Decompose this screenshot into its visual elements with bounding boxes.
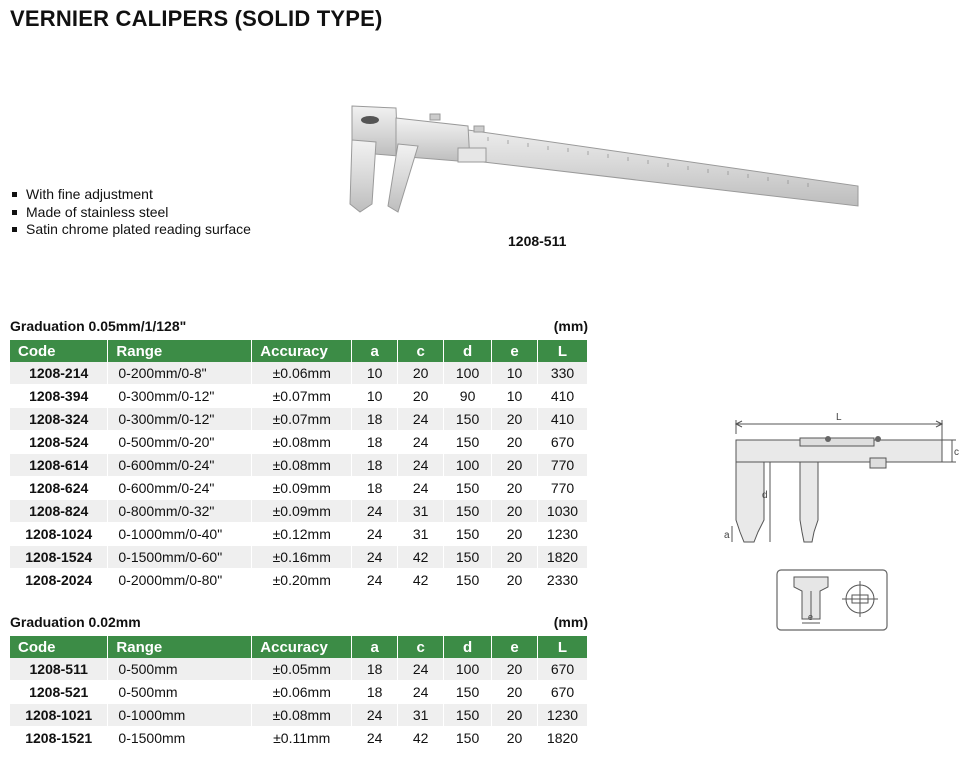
table-row <box>10 454 588 477</box>
cell-accuracy: ±0.07mm <box>252 385 352 408</box>
table-row <box>10 546 588 569</box>
cell-range: 0-300mm/0-12" <box>108 385 252 408</box>
cell-e: 20 <box>492 658 538 681</box>
cell-e: 20 <box>492 477 538 500</box>
cell-range: 0-500mm/0-20" <box>108 431 252 454</box>
col-header: a <box>352 636 398 658</box>
cell-d: 150 <box>444 681 492 704</box>
cell-code: 1208-614 <box>10 454 108 477</box>
table-row <box>10 385 588 408</box>
feature-list <box>10 186 251 239</box>
cell-e: 20 <box>492 727 538 750</box>
col-header: a <box>352 340 398 362</box>
cell-range: 0-600mm/0-24" <box>108 454 252 477</box>
table-row <box>10 362 588 385</box>
col-header: e <box>492 636 538 658</box>
cell-accuracy: ±0.08mm <box>252 431 352 454</box>
caliper-photo <box>338 100 868 220</box>
cell-code: 1208-511 <box>10 658 108 681</box>
table-row <box>10 569 588 592</box>
feature-item: With fine adjustment <box>10 186 251 204</box>
cell-accuracy: ±0.07mm <box>252 408 352 431</box>
cell-e: 20 <box>492 569 538 592</box>
photo-caption: 1208-511 <box>508 233 567 249</box>
cell-code: 1208-324 <box>10 408 108 431</box>
cell-e: 20 <box>492 523 538 546</box>
cell-range: 0-1500mm <box>108 727 252 750</box>
col-header: Range <box>108 636 252 658</box>
cell-accuracy: ±0.16mm <box>252 546 352 569</box>
feature-item: Made of stainless steel <box>10 204 251 222</box>
cell-c: 31 <box>398 523 444 546</box>
table-row <box>10 500 588 523</box>
cell-e: 20 <box>492 704 538 727</box>
cell-code: 1208-394 <box>10 385 108 408</box>
cell-accuracy: ±0.08mm <box>252 454 352 477</box>
cell-a: 24 <box>352 704 398 727</box>
jaw-detail-inset <box>776 569 888 631</box>
cell-e: 20 <box>492 546 538 569</box>
cell-d: 90 <box>444 385 492 408</box>
cell-d: 150 <box>444 546 492 569</box>
cell-accuracy: ±0.20mm <box>252 569 352 592</box>
spec-table-1 <box>10 340 588 592</box>
col-header: c <box>398 636 444 658</box>
cell-e: 10 <box>492 385 538 408</box>
cell-d: 150 <box>444 704 492 727</box>
cell-range: 0-1500mm/0-60" <box>108 546 252 569</box>
col-header: L <box>537 636 587 658</box>
cell-code: 1208-1021 <box>10 704 108 727</box>
cell-range: 0-2000mm/0-80" <box>108 569 252 592</box>
cell-code: 1208-1024 <box>10 523 108 546</box>
cell-L: 1820 <box>537 546 587 569</box>
cell-c: 24 <box>398 408 444 431</box>
cell-c: 42 <box>398 569 444 592</box>
col-header: d <box>444 340 492 362</box>
cell-c: 24 <box>398 477 444 500</box>
cell-code: 1208-524 <box>10 431 108 454</box>
cell-L: 770 <box>537 477 587 500</box>
table2-heading: Graduation 0.02mm <box>10 614 141 630</box>
cell-L: 670 <box>537 681 587 704</box>
dim-label-c: c <box>954 447 959 458</box>
cell-a: 10 <box>352 362 398 385</box>
cell-L: 770 <box>537 454 587 477</box>
cell-c: 20 <box>398 385 444 408</box>
cell-e: 20 <box>492 431 538 454</box>
col-header: Range <box>108 340 252 362</box>
cell-a: 24 <box>352 523 398 546</box>
cell-code: 1208-624 <box>10 477 108 500</box>
dim-label-e: e <box>808 612 814 622</box>
cell-range: 0-800mm/0-32" <box>108 500 252 523</box>
cell-L: 410 <box>537 385 587 408</box>
cell-L: 1030 <box>537 500 587 523</box>
cell-d: 100 <box>444 454 492 477</box>
dim-label-d: d <box>762 490 768 501</box>
cell-accuracy: ±0.08mm <box>252 704 352 727</box>
table1-heading: Graduation 0.05mm/1/128" <box>10 318 187 334</box>
cell-code: 1208-1521 <box>10 727 108 750</box>
cell-accuracy: ±0.12mm <box>252 523 352 546</box>
cell-code: 1208-521 <box>10 681 108 704</box>
cell-a: 18 <box>352 658 398 681</box>
cell-L: 1820 <box>537 727 587 750</box>
cell-d: 100 <box>444 362 492 385</box>
cell-range: 0-600mm/0-24" <box>108 477 252 500</box>
col-header: d <box>444 636 492 658</box>
cell-a: 18 <box>352 408 398 431</box>
cell-a: 24 <box>352 569 398 592</box>
cell-accuracy: ±0.09mm <box>252 500 352 523</box>
cell-L: 410 <box>537 408 587 431</box>
table2-unit: (mm) <box>553 614 588 630</box>
cell-c: 24 <box>398 431 444 454</box>
cell-range: 0-1000mm <box>108 704 252 727</box>
cell-d: 150 <box>444 523 492 546</box>
cell-code: 1208-214 <box>10 362 108 385</box>
feature-item: Satin chrome plated reading surface <box>10 221 251 239</box>
cell-L: 670 <box>537 658 587 681</box>
bullet-icon <box>12 227 17 232</box>
cell-a: 10 <box>352 385 398 408</box>
cell-range: 0-300mm/0-12" <box>108 408 252 431</box>
table-header-row <box>10 636 588 658</box>
cell-d: 150 <box>444 431 492 454</box>
bullet-icon <box>12 192 17 197</box>
page-title: VERNIER CALIPERS (SOLID TYPE) <box>10 6 383 31</box>
cell-range: 0-500mm <box>108 658 252 681</box>
cell-accuracy: ±0.06mm <box>252 362 352 385</box>
col-header: L <box>537 340 587 362</box>
cell-c: 24 <box>398 658 444 681</box>
cell-e: 20 <box>492 500 538 523</box>
cell-accuracy: ±0.11mm <box>252 727 352 750</box>
cell-code: 1208-824 <box>10 500 108 523</box>
cell-e: 20 <box>492 408 538 431</box>
cell-c: 24 <box>398 681 444 704</box>
cell-a: 18 <box>352 431 398 454</box>
cell-d: 150 <box>444 500 492 523</box>
dim-label-L: L <box>836 412 842 423</box>
cell-d: 150 <box>444 477 492 500</box>
cell-d: 150 <box>444 569 492 592</box>
spec-table-2 <box>10 636 588 750</box>
cell-c: 31 <box>398 500 444 523</box>
table-row <box>10 408 588 431</box>
cell-accuracy: ±0.05mm <box>252 658 352 681</box>
col-header: Accuracy <box>252 636 352 658</box>
table-header-row <box>10 340 588 362</box>
cell-a: 24 <box>352 546 398 569</box>
col-header: e <box>492 340 538 362</box>
table-row <box>10 477 588 500</box>
table-row <box>10 704 588 727</box>
cell-code: 1208-2024 <box>10 569 108 592</box>
cell-a: 18 <box>352 477 398 500</box>
cell-c: 24 <box>398 454 444 477</box>
col-header: Accuracy <box>252 340 352 362</box>
cell-L: 330 <box>537 362 587 385</box>
cell-a: 24 <box>352 727 398 750</box>
table-row <box>10 431 588 454</box>
cell-range: 0-200mm/0-8" <box>108 362 252 385</box>
cell-accuracy: ±0.09mm <box>252 477 352 500</box>
table-row <box>10 658 588 681</box>
cell-e: 20 <box>492 681 538 704</box>
cell-L: 670 <box>537 431 587 454</box>
cell-L: 1230 <box>537 704 587 727</box>
cell-d: 150 <box>444 408 492 431</box>
cell-c: 31 <box>398 704 444 727</box>
col-header: Code <box>10 340 108 362</box>
bullet-icon <box>12 210 17 215</box>
cell-L: 1230 <box>537 523 587 546</box>
cell-c: 42 <box>398 546 444 569</box>
cell-a: 24 <box>352 500 398 523</box>
col-header: c <box>398 340 444 362</box>
cell-c: 20 <box>398 362 444 385</box>
cell-e: 10 <box>492 362 538 385</box>
table-row <box>10 681 588 704</box>
table-row <box>10 523 588 546</box>
dimension-diagram <box>724 408 964 553</box>
col-header: Code <box>10 636 108 658</box>
cell-accuracy: ±0.06mm <box>252 681 352 704</box>
cell-a: 18 <box>352 454 398 477</box>
cell-a: 18 <box>352 681 398 704</box>
cell-range: 0-1000mm/0-40" <box>108 523 252 546</box>
dim-label-a: a <box>724 530 730 541</box>
cell-L: 2330 <box>537 569 587 592</box>
cell-code: 1208-1524 <box>10 546 108 569</box>
cell-d: 150 <box>444 727 492 750</box>
table-row <box>10 727 588 750</box>
table1-unit: (mm) <box>553 318 588 334</box>
cell-d: 100 <box>444 658 492 681</box>
cell-c: 42 <box>398 727 444 750</box>
cell-range: 0-500mm <box>108 681 252 704</box>
cell-e: 20 <box>492 454 538 477</box>
